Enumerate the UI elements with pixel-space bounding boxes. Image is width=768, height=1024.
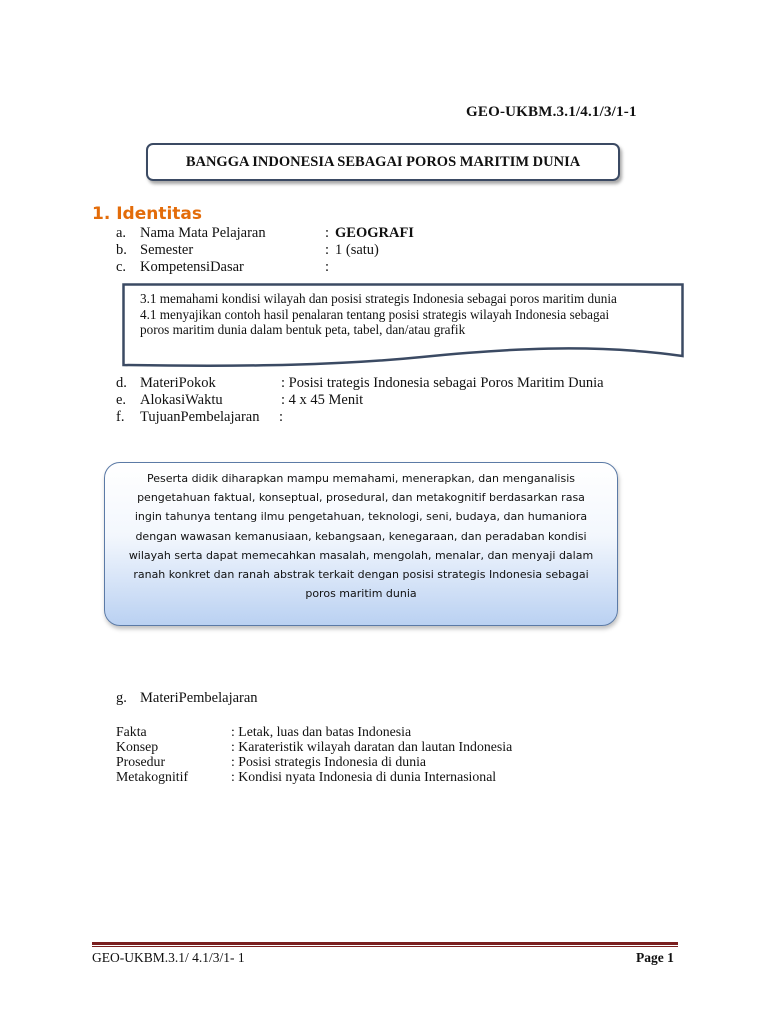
row-letter: c. xyxy=(116,259,127,275)
row-value: 1 (satu) xyxy=(335,242,379,258)
objective-line: dengan wawasan kemanusiaan, kebangsaan, kenegaraan, dan peradaban kondisi xyxy=(135,529,587,543)
objective-line: wilayah serta dapat memecahkan masalah, mengolah, menalar, dan menyaji dalam xyxy=(128,548,594,562)
materi-row xyxy=(116,739,636,755)
row-value: : xyxy=(279,409,284,425)
materi-label: Prosedur xyxy=(116,754,166,769)
materi-heading: MateriPembelajaran xyxy=(140,690,258,706)
materi-label: Metakognitif xyxy=(116,769,189,784)
row-label: Nama Mata Pelajaran xyxy=(140,225,266,241)
document-code: GEO-UKBM.3.1/4.1/3/1-1 xyxy=(466,104,637,120)
row-letter: b. xyxy=(116,242,127,258)
page-number: Page 1 xyxy=(636,950,674,965)
objective-box xyxy=(104,462,618,626)
identity-row xyxy=(116,242,536,259)
objective-line: pengetahuan faktual, konseptual, prosedural, dan metakognitif berdasarkan rasa xyxy=(137,491,585,505)
competency-line: poros maritim dunia dalam bentuk peta, tabel, dan/atau grafik xyxy=(140,322,466,337)
row-letter: d. xyxy=(116,375,127,391)
materi-label: Fakta xyxy=(116,724,147,739)
identity-row xyxy=(116,225,536,242)
row-letter: a. xyxy=(116,225,127,241)
row-value: : 4 x 45 Menit xyxy=(281,392,364,408)
row-label: Semester xyxy=(140,242,194,258)
materi-row xyxy=(116,769,636,785)
footer-rule-thin xyxy=(92,946,678,947)
document-title-box xyxy=(146,143,620,181)
row-label: MateriPokok xyxy=(140,375,216,391)
row-letter: e. xyxy=(116,392,127,408)
materi-heading-row xyxy=(116,690,416,707)
competency-text xyxy=(140,291,680,338)
row-separator: : xyxy=(325,259,330,275)
document-title: BANGGA INDONESIA SEBAGAI POROS MARITIM DUNIA xyxy=(185,153,581,170)
objective-line: ranah konkret dan ranah abstrak terkait dengan posisi strategis Indonesia sebagai xyxy=(133,568,589,582)
objective-text xyxy=(113,469,609,603)
materi-row xyxy=(116,754,636,770)
row-label: TujuanPembelajaran xyxy=(140,409,260,425)
row-letter: g. xyxy=(116,690,127,706)
identity-row xyxy=(116,259,536,276)
row-letter: f. xyxy=(116,409,125,425)
competency-line: 3.1 memahami kondisi wilayah dan posisi strategis Indonesia sebagai poros maritim dunia xyxy=(140,291,617,306)
materi-label: Konsep xyxy=(116,739,159,754)
materi-value: : Letak, luas dan batas Indonesia xyxy=(231,724,412,739)
footer-code: GEO-UKBM.3.1/ 4.1/3/1- 1 xyxy=(92,950,245,965)
objective-line: Peserta didik diharapkan mampu memahami, menerapkan, dan menganalisis xyxy=(146,472,575,485)
competency-box xyxy=(122,283,684,368)
identity-row xyxy=(116,392,676,409)
row-label: KompetensiDasar xyxy=(140,259,244,275)
competency-line: 4.1 menyajikan contoh hasil penalaran tentang posisi strategis wilayah Indonesia sebagai xyxy=(140,306,610,322)
row-separator: : xyxy=(325,225,330,241)
footer-rule-thick xyxy=(92,942,678,945)
row-separator: : xyxy=(325,242,330,258)
row-value: GEOGRAFI xyxy=(335,225,414,241)
row-label: AlokasiWaktu xyxy=(140,392,223,408)
objective-line: poros maritim dunia xyxy=(305,587,417,601)
identity-row xyxy=(116,375,676,392)
section-heading: 1. Identitas xyxy=(92,204,203,224)
materi-value: : Karateristik wilayah daratan dan lautan Indonesia xyxy=(231,739,513,754)
materi-value: : Posisi strategis Indonesia di dunia xyxy=(231,754,427,769)
identity-row xyxy=(116,409,676,426)
materi-row xyxy=(116,724,636,740)
row-value: : Posisi trategis Indonesia sebagai Poros Maritim Dunia xyxy=(281,375,604,391)
materi-value: : Kondisi nyata Indonesia di dunia Internasional xyxy=(231,769,497,784)
objective-line: ingin tahunya tentang ilmu pengetahuan, teknologi, seni, budaya, dan humaniora xyxy=(134,510,588,524)
